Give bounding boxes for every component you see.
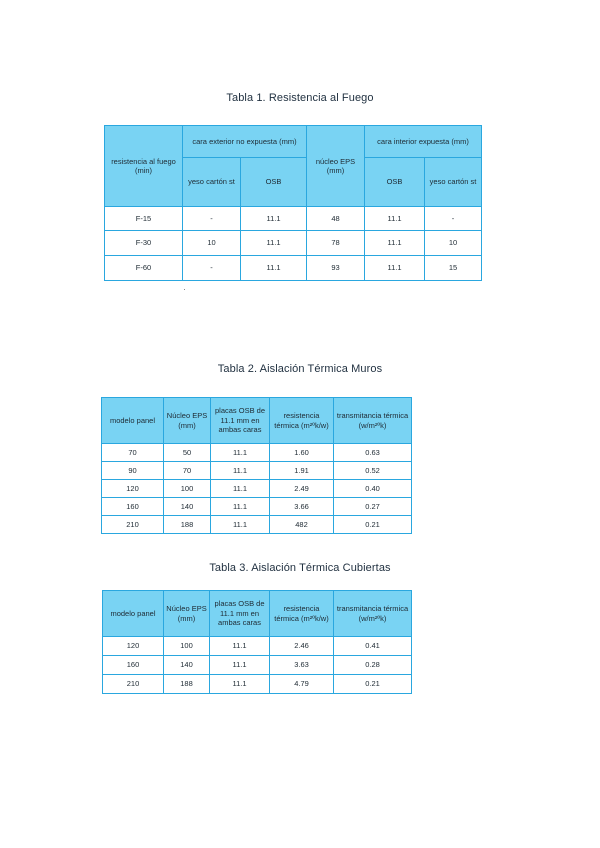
header-int-yeso: yeso cartón st	[425, 158, 482, 207]
cell: 70	[102, 444, 164, 462]
cell: -	[183, 256, 241, 281]
cell: 0.63	[334, 444, 412, 462]
cell: 93	[307, 256, 365, 281]
cell: 11.1	[211, 516, 270, 534]
cell: 160	[102, 498, 164, 516]
header-model: modelo panel	[103, 591, 164, 637]
table-row	[102, 444, 412, 462]
cell: 188	[164, 516, 211, 534]
cell: 1.60	[270, 444, 334, 462]
cell: 160	[103, 656, 164, 675]
cell: 11.1	[210, 656, 270, 675]
cell: 10	[183, 231, 241, 256]
cell: 188	[164, 675, 210, 694]
header-core-eps: Núcleo EPS (mm)	[164, 398, 211, 444]
cell: 0.52	[334, 462, 412, 480]
cell: 11.1	[211, 498, 270, 516]
cell: 100	[164, 480, 211, 498]
cell: 2.46	[270, 637, 334, 656]
header-int-osb: OSB	[365, 158, 425, 207]
table1-title: Tabla 1. Resistencia al Fuego	[226, 92, 374, 104]
header-core-eps: Núcleo EPS (mm)	[164, 591, 210, 637]
cell: 11.1	[211, 462, 270, 480]
cell: -	[425, 207, 482, 231]
table-row	[102, 516, 412, 534]
header-model: modelo panel	[102, 398, 164, 444]
cell: 78	[307, 231, 365, 256]
table-row	[102, 462, 412, 480]
cell: 11.1	[210, 637, 270, 656]
header-osb-plates: placas OSB de 11.1 mm en ambas caras	[211, 398, 270, 444]
cell: 482	[270, 516, 334, 534]
cell: 0.28	[334, 656, 412, 675]
table-row	[103, 656, 412, 675]
cell: 11.1	[241, 256, 307, 281]
table3-title: Tabla 3. Aislación Térmica Cubiertas	[209, 562, 391, 574]
cell: 210	[103, 675, 164, 694]
cell: 120	[102, 480, 164, 498]
cell: 100	[164, 637, 210, 656]
cell: F-30	[105, 231, 183, 256]
cell: 11.1	[365, 256, 425, 281]
cell: 140	[164, 498, 211, 516]
cell: 0.21	[334, 675, 412, 694]
cell: 210	[102, 516, 164, 534]
header-thermal-resistance: resistencia térmica (m²ºk/w)	[270, 398, 334, 444]
cell: 0.27	[334, 498, 412, 516]
header-ext-yeso: yeso cartón st	[183, 158, 241, 207]
cell: 3.63	[270, 656, 334, 675]
cell: 50	[164, 444, 211, 462]
cell: 11.1	[210, 675, 270, 694]
cell: -	[183, 207, 241, 231]
cell: 10	[425, 231, 482, 256]
cell: 11.1	[365, 231, 425, 256]
cell: 11.1	[211, 444, 270, 462]
header-exterior-face: cara exterior no expuesta (mm)	[183, 126, 307, 158]
cell: 0.21	[334, 516, 412, 534]
header-osb-plates: placas OSB de 11.1 mm en ambas caras	[210, 591, 270, 637]
header-interior-face: cara interior expuesta (mm)	[365, 126, 482, 158]
header-ext-osb: OSB	[241, 158, 307, 207]
cell: 140	[164, 656, 210, 675]
cell: 0.40	[334, 480, 412, 498]
stray-mark	[184, 289, 185, 290]
header-core-eps: núcleo EPS (mm)	[307, 126, 365, 207]
header-transmittance: transmitancia térmica (w/m²ºk)	[334, 398, 412, 444]
fire-resistance-table	[104, 125, 482, 281]
cell: 11.1	[241, 231, 307, 256]
header-resistance: resistencia al fuego (min)	[105, 126, 183, 207]
cell: F-15	[105, 207, 183, 231]
cell: 2.49	[270, 480, 334, 498]
table-row	[105, 231, 482, 256]
cell: 0.41	[334, 637, 412, 656]
header-thermal-resistance: resistencia térmica (m²ºk/w)	[270, 591, 334, 637]
cell: 4.79	[270, 675, 334, 694]
cell: 1.91	[270, 462, 334, 480]
wall-thermal-table	[101, 397, 412, 534]
cell: 11.1	[241, 207, 307, 231]
cell: 11.1	[211, 480, 270, 498]
table-row	[105, 207, 482, 231]
cell: 15	[425, 256, 482, 281]
cell: 70	[164, 462, 211, 480]
table-row	[102, 498, 412, 516]
table-row	[105, 256, 482, 281]
table-row	[103, 637, 412, 656]
roof-thermal-table	[102, 590, 412, 694]
table-row	[102, 480, 412, 498]
table2-title: Tabla 2. Aislación Térmica Muros	[217, 363, 383, 375]
cell: 120	[103, 637, 164, 656]
cell: 11.1	[365, 207, 425, 231]
header-transmittance: transmitancia térmica (w/m²ºk)	[334, 591, 412, 637]
cell: 48	[307, 207, 365, 231]
table-row	[103, 675, 412, 694]
cell: 90	[102, 462, 164, 480]
cell: 3.66	[270, 498, 334, 516]
cell: F-60	[105, 256, 183, 281]
